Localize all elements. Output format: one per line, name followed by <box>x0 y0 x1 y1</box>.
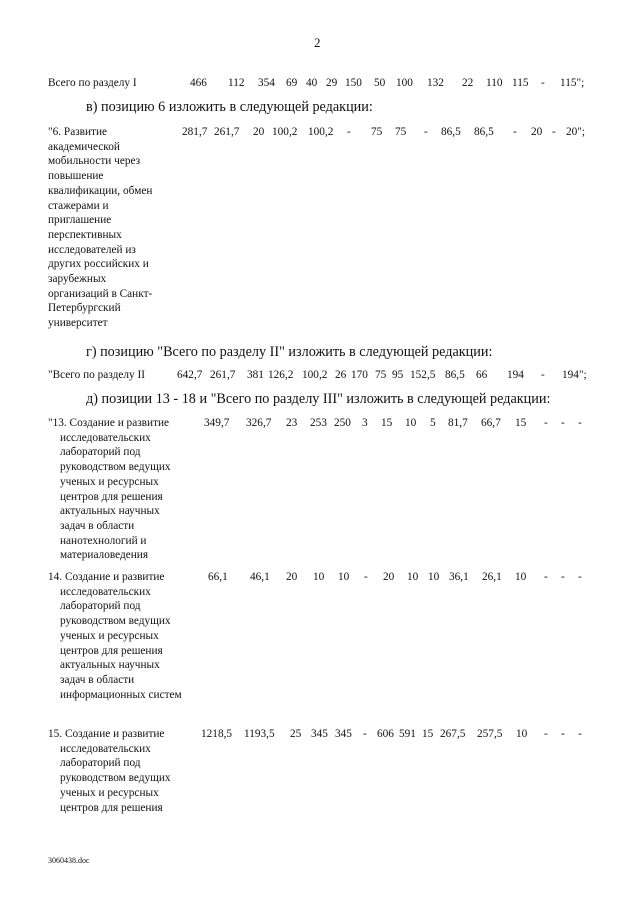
table-cell: - <box>364 571 368 583</box>
description-line: 15. Создание и развитие <box>48 728 165 740</box>
description-line: исследовательских <box>60 742 151 755</box>
description-line: ученых и ресурсных <box>60 629 159 642</box>
table-cell: 466 <box>190 77 207 89</box>
description-line: нанотехнологий и <box>60 534 147 547</box>
description-line: лабораторий под <box>60 446 141 459</box>
description-line: 14. Создание и развитие <box>48 571 165 583</box>
table-cell: 75 <box>375 369 387 381</box>
table-cell: 1193,5 <box>244 728 275 740</box>
description-line: руководством ведущих <box>60 615 171 628</box>
table-cell: - <box>578 571 582 583</box>
table-cell: - <box>578 728 582 740</box>
table-cell: - <box>561 417 565 429</box>
table-cell: 10 <box>313 571 325 583</box>
description-line: лабораторий под <box>60 600 141 613</box>
table-cell: 66,7 <box>481 417 501 429</box>
description-line: материаловедения <box>60 549 149 562</box>
table-cell: 326,7 <box>246 417 272 429</box>
table-cell: 86,5 <box>474 126 494 138</box>
table-cell: 267,5 <box>440 728 466 740</box>
description-line: университет <box>48 317 108 330</box>
description-line: других российских и <box>48 258 149 271</box>
description-line: центров для решения <box>60 644 163 657</box>
table-cell: 95 <box>392 369 404 381</box>
section-heading: д) позиции 13 - 18 и "Всего по разделу III" изложить в следующей редакции: <box>86 391 551 407</box>
table-cell: 115"; <box>560 77 585 89</box>
table-cell: 36,1 <box>449 571 469 583</box>
row-14-description <box>48 570 198 702</box>
description-line: руководством ведущих <box>60 461 171 474</box>
table-cell: 100,2 <box>308 126 334 138</box>
table-cell: - <box>544 728 548 740</box>
table-cell: 381 <box>247 369 264 381</box>
table-cell: 50 <box>374 77 386 89</box>
table-cell: 40 <box>306 77 318 89</box>
table-cell: 26,1 <box>482 571 502 583</box>
table-cell: 5 <box>430 417 436 429</box>
table-cell: 20 <box>531 126 543 138</box>
description-line: исследователей из <box>48 243 136 256</box>
table-cell: 15 <box>422 728 434 740</box>
description-line: Петербургский <box>48 302 121 315</box>
description-line: исследовательских <box>60 585 151 598</box>
table-cell: 46,1 <box>250 571 270 583</box>
table-cell: 152,5 <box>410 369 436 381</box>
table-cell: 354 <box>258 77 275 89</box>
table-cell: 110 <box>486 77 503 89</box>
table-cell: 642,7 <box>177 369 203 381</box>
table-cell: 606 <box>377 728 394 740</box>
total-section-1-label: Всего по разделу I <box>48 77 137 89</box>
table-cell: 591 <box>399 728 416 740</box>
table-cell: - <box>541 369 545 381</box>
description-line: центров для решения <box>60 801 163 814</box>
table-cell: 25 <box>290 728 302 740</box>
table-cell: - <box>561 571 565 583</box>
description-line: организаций в Санкт- <box>48 287 153 300</box>
table-cell: 261,7 <box>210 369 236 381</box>
table-cell: 20 <box>383 571 395 583</box>
table-cell: 10 <box>407 571 419 583</box>
description-line: актуальных научных <box>60 659 160 672</box>
description-line: академической <box>48 140 120 153</box>
table-cell: 349,7 <box>204 417 230 429</box>
description-line: центров для решения <box>60 490 163 503</box>
description-line: повышение <box>48 170 104 183</box>
table-cell: 15 <box>515 417 527 429</box>
table-cell: - <box>544 417 548 429</box>
row-6-description <box>48 125 193 331</box>
table-cell: 112 <box>228 77 245 89</box>
table-cell: - <box>541 77 545 89</box>
description-line: информационных систем <box>60 688 182 701</box>
table-cell: 345 <box>335 728 352 740</box>
table-cell: 75 <box>371 126 383 138</box>
description-line: исследовательских <box>60 431 151 444</box>
description-line: задач в области <box>60 519 135 532</box>
table-cell: - <box>424 126 428 138</box>
table-cell: 75 <box>395 126 407 138</box>
description-line: мобильности через <box>48 155 141 168</box>
table-cell: 26 <box>335 369 347 381</box>
table-cell: 10 <box>516 728 528 740</box>
table-cell: 10 <box>428 571 440 583</box>
table-cell: 10 <box>515 571 527 583</box>
table-cell: 10 <box>338 571 350 583</box>
total-section-2-label: "Всего по разделу II <box>48 369 145 381</box>
row-15-description <box>48 727 198 815</box>
table-cell: 20 <box>286 571 298 583</box>
table-cell: 253 <box>310 417 327 429</box>
description-line: руководством ведущих <box>60 772 171 785</box>
table-cell: 66,1 <box>208 571 228 583</box>
description-line: "13. Создание и развитие <box>48 417 170 429</box>
table-cell: 86,5 <box>445 369 465 381</box>
table-cell: - <box>552 126 556 138</box>
table-cell: 3 <box>362 417 368 429</box>
table-cell: 250 <box>334 417 351 429</box>
table-cell: 23 <box>286 417 298 429</box>
table-cell: 126,2 <box>268 369 294 381</box>
section-heading: в) позицию 6 изложить в следующей редакции: <box>86 99 373 115</box>
description-line: лабораторий под <box>60 757 141 770</box>
table-cell: 100 <box>396 77 413 89</box>
table-cell: 115 <box>512 77 529 89</box>
table-cell: 132 <box>427 77 444 89</box>
table-cell: 170 <box>351 369 368 381</box>
table-cell: 150 <box>345 77 362 89</box>
description-line: приглашение <box>48 214 112 227</box>
description-line: ученых и ресурсных <box>60 475 159 488</box>
page-number: 2 <box>314 35 321 50</box>
description-line: квалификации, обмен <box>48 184 153 197</box>
section-heading: г) позицию "Всего по разделу II" изложить в следующей редакции: <box>86 344 493 360</box>
table-cell: 10 <box>405 417 417 429</box>
description-line: перспективных <box>48 228 122 241</box>
table-cell: 281,7 <box>182 126 208 138</box>
table-cell: 100,2 <box>272 126 298 138</box>
table-cell: 69 <box>286 77 298 89</box>
description-line: задач в области <box>60 673 135 686</box>
table-cell: - <box>544 571 548 583</box>
table-cell: - <box>561 728 565 740</box>
table-cell: 194 <box>507 369 524 381</box>
description-line: актуальных научных <box>60 505 160 518</box>
table-cell: 81,7 <box>448 417 468 429</box>
table-cell: 29 <box>326 77 338 89</box>
description-line: стажерами и <box>48 199 109 212</box>
description-line: "6. Развитие <box>48 126 108 138</box>
footer-filename: 3060438.doc <box>48 856 90 865</box>
table-cell: 15 <box>381 417 393 429</box>
table-cell: 100,2 <box>302 369 328 381</box>
table-cell: 261,7 <box>214 126 240 138</box>
table-cell: - <box>578 417 582 429</box>
table-cell: 86,5 <box>441 126 461 138</box>
table-cell: 20"; <box>566 126 586 138</box>
table-cell: 1218,5 <box>201 728 233 740</box>
table-cell: 257,5 <box>477 728 503 740</box>
table-cell: 20 <box>253 126 265 138</box>
row-13-description <box>48 416 198 563</box>
table-cell: 22 <box>462 77 474 89</box>
table-cell: 66 <box>476 369 488 381</box>
table-cell: - <box>363 728 367 740</box>
description-line: зарубежных <box>48 273 107 286</box>
table-cell: - <box>513 126 517 138</box>
table-cell: - <box>347 126 351 138</box>
description-line: ученых и ресурсных <box>60 786 159 799</box>
table-cell: 345 <box>311 728 328 740</box>
table-cell: 194"; <box>562 369 587 381</box>
